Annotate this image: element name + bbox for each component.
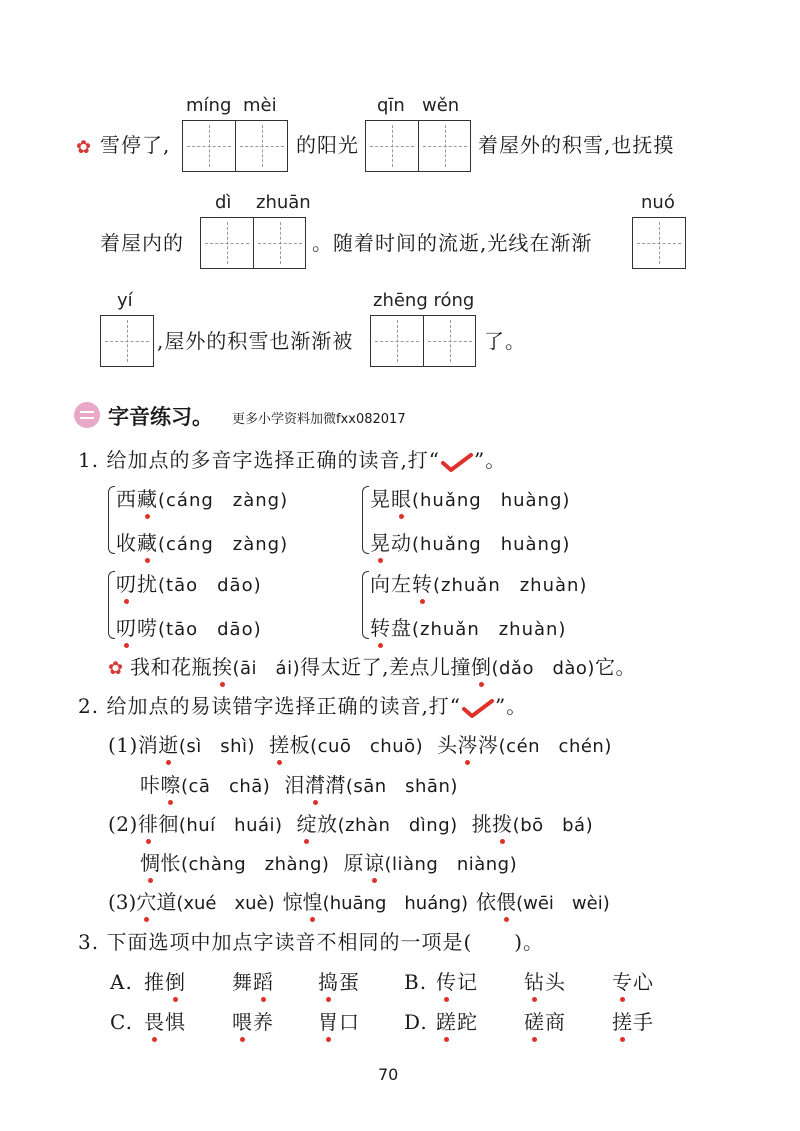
passage-line3-middle: ,屋外的积雪也渐渐被 (157, 329, 354, 353)
q3-option-a-word-3: 捣蛋 (318, 970, 360, 994)
pinyin-options[interactable]: (dǎo dào) (491, 658, 595, 679)
pinyin-di: dì (215, 192, 232, 213)
q2-stem (78, 693, 527, 719)
brace-group-1 (108, 486, 115, 554)
dotted-char: 藏 (137, 487, 158, 511)
pinyin-yi: yí (117, 290, 133, 311)
answer-box-nuo[interactable] (632, 217, 686, 269)
pinyin-options[interactable]: (zhàn dìng) (337, 815, 458, 836)
dotted-char: 传 (436, 970, 457, 994)
q3-option-d-word-1: 蹉跎 (436, 1010, 478, 1034)
q2-text-before: 给加点的易读错字选择正确的读音,打“ (106, 694, 462, 718)
dotted-char: 藏 (137, 531, 158, 555)
answer-box-ming-mei[interactable] (182, 120, 288, 172)
q2-text-after: ”。 (495, 694, 528, 718)
dotted-char: 搓 (612, 1010, 633, 1034)
pinyin-options[interactable]: (liàng niàng) (384, 854, 518, 875)
q3-text: 下面选项中加点字读音不相同的一项是( )。 (106, 930, 545, 954)
dotted-char: 蹉 (436, 1010, 457, 1034)
dotted-char: 惶 (302, 890, 323, 914)
pinyin-options[interactable]: (tāo dāo) (158, 619, 262, 640)
pinyin-options[interactable]: (xué xuè) (176, 893, 275, 914)
q2-number: 2. (78, 694, 100, 718)
pinyin-options[interactable]: (cáng zàng) (158, 534, 289, 555)
pinyin-qin: qīn (377, 95, 405, 116)
q1-text-before: 给加点的多音字选择正确的读音,打“ (106, 448, 441, 472)
q1-item-zhuanpan: 转盘(zhuǎn zhuàn) (370, 616, 567, 640)
q3-option-c-letter[interactable]: C. (110, 1010, 133, 1034)
passage-line1-prefix: 雪停了, (100, 133, 171, 157)
passage-line2-prefix: 着屋内的 (100, 231, 184, 255)
pinyin-options[interactable]: (cā chā) (181, 776, 271, 797)
q2-row-label: (3) (108, 890, 137, 914)
dotted-char: 蹈 (253, 970, 274, 994)
dotted-char: 绽 (296, 812, 318, 836)
passage-line3-suffix: 了。 (484, 329, 526, 353)
pinyin-options[interactable]: (tāo dāo) (158, 575, 262, 596)
dotted-char: 徘 (137, 812, 159, 836)
pinyin-options[interactable]: (huǎng huàng) (412, 534, 571, 555)
pinyin-wen: wěn (422, 95, 460, 116)
q2-row-label: (1) (108, 733, 138, 757)
brace-group-2 (362, 486, 369, 554)
answer-box-zheng-rong[interactable] (370, 315, 476, 367)
dotted-char: 逝 (158, 733, 179, 757)
q1-stem (78, 447, 506, 473)
q3-option-d-letter[interactable]: D. (404, 1010, 428, 1034)
dotted-char: 胃 (318, 1010, 339, 1034)
dotted-char: 眼 (391, 487, 412, 511)
q3-option-a-word-1: 推倒 (144, 970, 186, 994)
q3-option-a-letter[interactable]: A. (110, 970, 133, 994)
q3-option-b-word-2: 钻头 (524, 970, 566, 994)
pinyin-mei: mèi (243, 95, 277, 116)
dotted-char: 叨 (116, 616, 137, 640)
q2-row-2: (2)徘徊(huí huái) 绽放(zhàn dìng) 挑拨(bō bá) (108, 812, 594, 836)
answer-box-di-zhuan[interactable] (200, 217, 306, 269)
brace-group-3 (108, 571, 115, 639)
q3-option-c-word-1: 畏惧 (144, 1010, 186, 1034)
dotted-char: 畏 (144, 1010, 165, 1034)
q2-row-1: (1)消逝(sì shì) 搓板(cuō chuō) 头涔涔(cén chén) (108, 733, 612, 757)
section-title: 字音练习。 (108, 405, 213, 429)
pinyin-options[interactable]: (zhuǎn zhuàn) (433, 575, 588, 596)
pinyin-options[interactable]: (cuō chuō) (310, 736, 424, 757)
dotted-char: 钻 (524, 970, 545, 994)
q1-text-after: ”。 (474, 448, 507, 472)
q3-option-a-word-2: 舞蹈 (232, 970, 274, 994)
q3-number: 3. (78, 930, 100, 954)
pinyin-options[interactable]: (wēi wèi) (516, 893, 610, 914)
q1-item-huangdong: 晃动(huǎng huàng) (370, 531, 571, 555)
q2-row-label: (2) (108, 812, 138, 836)
q1-item-shouzang: 收藏(cáng zàng) (116, 531, 289, 555)
pinyin-options[interactable]: (huǎng huàng) (412, 490, 571, 511)
pinyin-zheng-rong: zhēng róng (373, 290, 475, 311)
q1-item-daolao: 叨唠(tāo dāo) (116, 616, 262, 640)
check-mark-icon (440, 452, 474, 472)
pinyin-options[interactable]: (sān shān) (345, 776, 458, 797)
q2-row-1b: 咔嚓(cā chā) 泪潸潸(sān shān) (140, 773, 458, 797)
q3-option-d-word-3: 搓手 (612, 1010, 654, 1034)
answer-box-qin-wen[interactable] (365, 120, 471, 172)
dotted-char: 穴 (136, 890, 157, 914)
dotted-char: 偎 (496, 890, 517, 914)
q1-extra-sentence: 我和花瓶挨(āi ái)得太近了,差点儿撞倒(dǎo dào)它。 (130, 655, 636, 679)
pinyin-options[interactable]: (cén chén) (498, 736, 612, 757)
dotted-char: 叨 (116, 572, 137, 596)
pinyin-ming: míng (186, 95, 232, 116)
passage-line2-middle: 。随着时间的流逝,光线在渐渐 (312, 231, 593, 255)
dotted-char: 潸 (304, 773, 326, 797)
dotted-char: 倒 (165, 970, 186, 994)
q3-option-c-word-3: 胃口 (318, 1010, 360, 1034)
passage-line1-suffix: 着屋外的积雪,也抚摸 (478, 133, 675, 157)
pinyin-options[interactable]: (bō bá) (512, 815, 594, 836)
q1-item-xiangzuozhuan: 向左转(zhuǎn zhuàn) (370, 572, 588, 596)
dotted-char: 挨 (212, 655, 233, 679)
dotted-char: 喂 (232, 1010, 253, 1034)
section-badge-icon (74, 402, 100, 428)
q1-item-xizang: 西藏(cáng zàng) (116, 487, 289, 511)
dotted-char: 晃 (370, 531, 391, 555)
pinyin-options[interactable]: (zhuǎn zhuàn) (412, 619, 567, 640)
q3-option-b-word-1: 传记 (436, 970, 478, 994)
q1-item-daorao: 叨扰(tāo dāo) (116, 572, 262, 596)
pinyin-nuo: nuó (641, 192, 675, 213)
q3-option-c-word-2: 喂养 (232, 1010, 274, 1034)
dotted-char: 惆 (140, 851, 161, 875)
pinyin-options[interactable]: (sì shì) (178, 736, 256, 757)
dotted-char: 搓 (269, 733, 290, 757)
star-icon: ✿ (108, 658, 124, 679)
q1-item-huangyan: 晃眼(huǎng huàng) (370, 487, 571, 511)
section-note: 更多小学资料加微fxx082017 (232, 412, 406, 427)
dotted-char: 专 (612, 970, 633, 994)
dotted-char: 谅 (363, 851, 385, 875)
dotted-char: 倒 (470, 655, 492, 679)
dotted-char: 转 (370, 616, 391, 640)
dotted-char: 涔 (457, 733, 479, 757)
q3-option-b-letter[interactable]: B. (404, 970, 428, 994)
dotted-char: 嚓 (160, 773, 181, 797)
passage-line1-middle: 的阳光 (296, 133, 359, 157)
check-mark-icon (461, 698, 495, 718)
dotted-char: 磋 (524, 1010, 545, 1034)
q1-number: 1. (78, 448, 100, 472)
dotted-char: 捣 (318, 970, 339, 994)
page-number: 70 (378, 1065, 399, 1084)
dotted-char: 拨 (492, 812, 513, 836)
q2-row-2b: 惆怅(chàng zhàng) 原谅(liàng niàng) (140, 851, 518, 875)
pinyin-options[interactable]: (chàng zhàng) (181, 854, 330, 875)
answer-box-yi[interactable] (100, 315, 154, 367)
q3-option-d-word-2: 磋商 (524, 1010, 566, 1034)
pinyin-zhuan: zhuān (256, 192, 311, 213)
q2-row-3: (3)穴道(xué xuè) 惊惶(huāng huáng) 依偎(wēi wèi) (108, 890, 610, 914)
brace-group-4 (362, 571, 369, 639)
star-icon: ✿ (76, 137, 92, 158)
q3-option-b-word-3: 专心 (612, 970, 654, 994)
pinyin-options[interactable]: (āi ái) (232, 658, 301, 679)
pinyin-options[interactable]: (huí huái) (178, 815, 283, 836)
dotted-char: 转 (412, 572, 433, 596)
pinyin-options[interactable]: (huāng huáng) (322, 893, 469, 914)
q3-stem (78, 929, 544, 955)
pinyin-options[interactable]: (cáng zàng) (158, 490, 289, 511)
